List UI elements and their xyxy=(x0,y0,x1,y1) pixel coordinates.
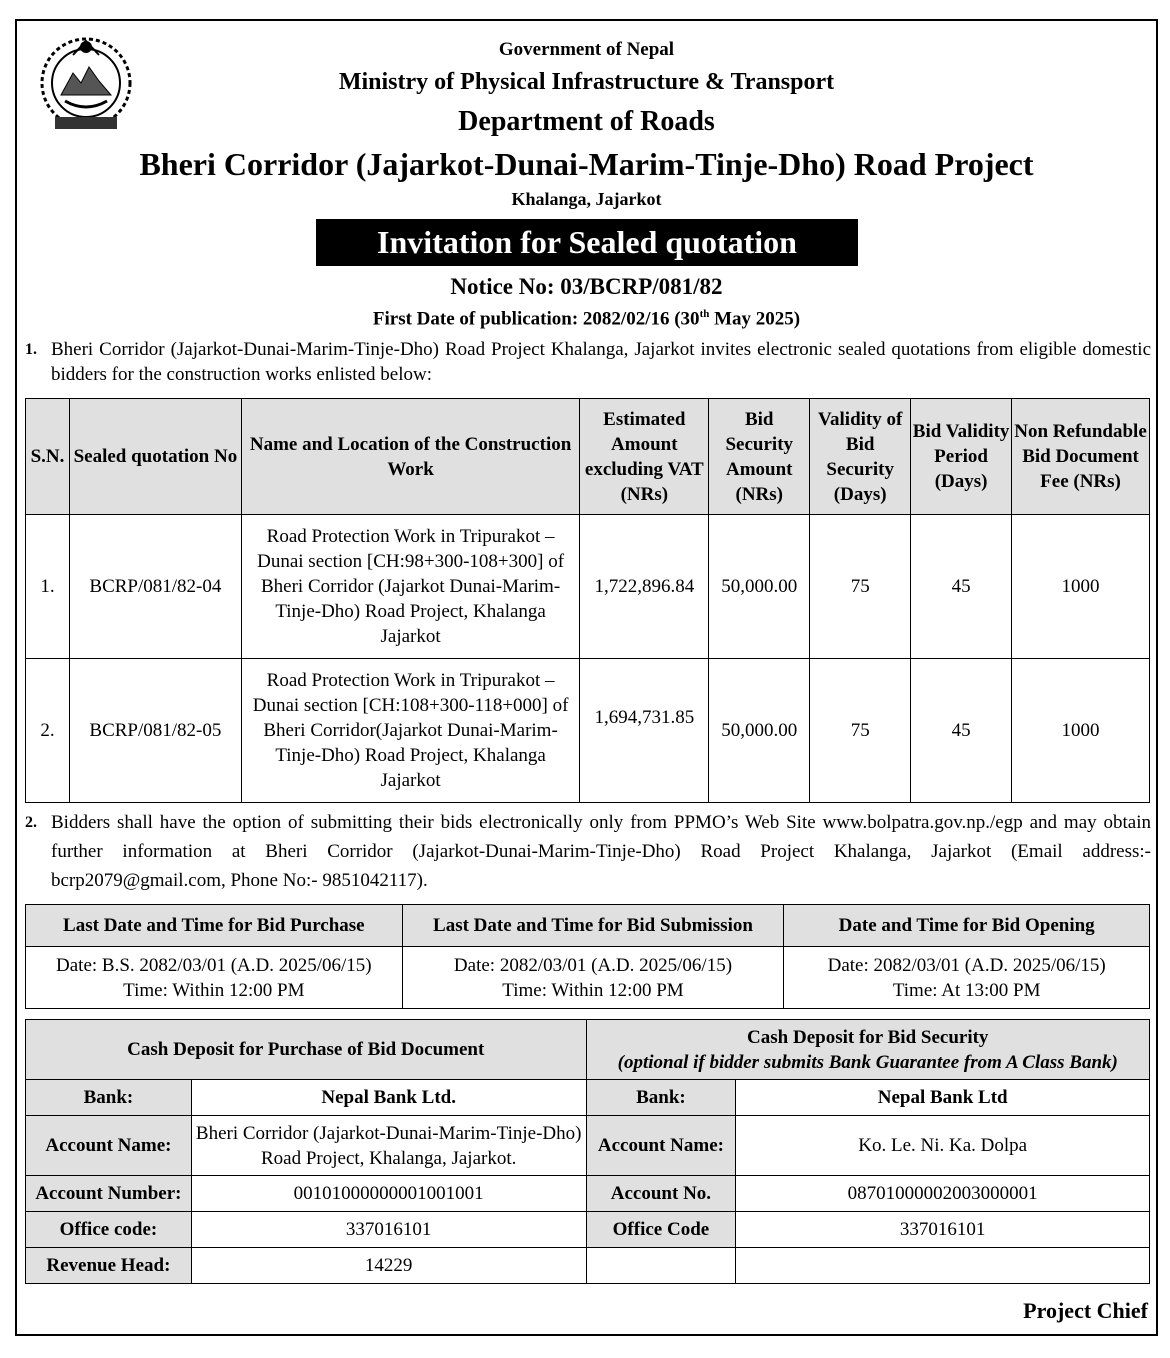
date-cell xyxy=(784,947,1150,1009)
time-text: Time: At 13:00 PM xyxy=(892,979,1041,1001)
cell-bid-validity: 45 xyxy=(911,659,1012,803)
label-cell: Account Name: xyxy=(586,1116,736,1176)
value-cell: 08701000002003000001 xyxy=(736,1176,1150,1212)
project-name: Bheri Corridor (Jajarkot-Dunai-Marim-Tinje-Dho) Road Project xyxy=(139,146,1034,182)
paragraph-2 xyxy=(25,808,1151,895)
table-row xyxy=(26,659,1150,803)
ministry-name: Ministry of Physical Infrastructure & Transport xyxy=(338,69,835,95)
column-header: Last Date and Time for Bid Purchase xyxy=(26,905,403,947)
table-row xyxy=(26,1212,1150,1248)
signatory: Project Chief xyxy=(1023,1298,1148,1323)
label-cell: Bank: xyxy=(586,1080,736,1116)
cell-document-fee: 1000 xyxy=(1012,659,1150,803)
cell-work-name: Road Protection Work in Tripurakot – Dunai section [CH:108+300-118+000] of Bheri Corridor(Jajarkot Dunai-Marim-Tinje-Dho) Road Project, Khalanga Jajarkot xyxy=(241,659,580,803)
left-title: Cash Deposit for Purchase of Bid Document xyxy=(26,1020,587,1080)
column-header: Estimated Amount excluding VAT (NRs) xyxy=(580,399,709,515)
table-header-row xyxy=(26,905,1150,947)
paragraph-number: 1. xyxy=(25,341,37,358)
label-cell: Office Code xyxy=(586,1212,736,1248)
column-header: S.N. xyxy=(26,399,70,515)
works-table xyxy=(25,398,1150,803)
empty-cell xyxy=(586,1248,736,1284)
notice-title: Invitation for Sealed quotation xyxy=(316,219,858,266)
project-location: Khalanga, Jajarkot xyxy=(511,189,662,209)
cell-sn: 1. xyxy=(26,515,70,659)
paragraph-1 xyxy=(25,337,1151,387)
column-header: Bid Security Amount (NRs) xyxy=(709,399,810,515)
cell-bid-validity: 45 xyxy=(911,515,1012,659)
government-name: Government of Nepal xyxy=(498,39,675,60)
cell-quotation-no: BCRP/081/82-05 xyxy=(69,659,241,803)
right-title-cell xyxy=(586,1020,1150,1080)
value-cell: 337016101 xyxy=(736,1212,1150,1248)
column-header: Bid Validity Period (Days) xyxy=(911,399,1012,515)
right-subtitle: (optional if bidder submits Bank Guarantee from A Class Bank) xyxy=(617,1051,1118,1073)
column-header: Non Refundable Bid Document Fee (NRs) xyxy=(1012,399,1150,515)
cell-quotation-no: BCRP/081/82-04 xyxy=(69,515,241,659)
column-header: Date and Time for Bid Opening xyxy=(784,905,1150,947)
date-cell xyxy=(26,947,403,1009)
department-name: Department of Roads xyxy=(458,106,715,137)
value-cell: Nepal Bank Ltd xyxy=(736,1080,1150,1116)
cell-security-validity: 75 xyxy=(810,515,911,659)
right-title: Cash Deposit for Bid Security xyxy=(747,1026,989,1048)
bank-header-row xyxy=(26,1020,1150,1080)
cell-document-fee: 1000 xyxy=(1012,515,1150,659)
column-header: Last Date and Time for Bid Submission xyxy=(402,905,784,947)
value-cell: 00101000000001001001 xyxy=(191,1176,586,1212)
notice-number: Notice No: 03/BCRP/081/82 xyxy=(450,274,723,299)
date-text: Date: 2082/03/01 (A.D. 2025/06/15) xyxy=(827,954,1106,976)
label-cell: Account No. xyxy=(586,1176,736,1212)
dates-table xyxy=(25,904,1150,1009)
table-row xyxy=(26,1080,1150,1116)
cell-bid-security: 50,000.00 xyxy=(709,659,810,803)
column-header: Sealed quotation No xyxy=(69,399,241,515)
label-cell: Revenue Head: xyxy=(26,1248,192,1284)
time-text: Time: Within 12:00 PM xyxy=(123,979,305,1001)
date-text: Date: 2082/03/01 (A.D. 2025/06/15) xyxy=(453,954,733,976)
value-cell: 14229 xyxy=(191,1248,586,1284)
notice-frame xyxy=(15,19,1158,1336)
bank-details-table xyxy=(25,1019,1150,1284)
cell-bid-security: 50,000.00 xyxy=(709,515,810,659)
label-cell: Account Number: xyxy=(26,1176,192,1212)
value-cell: Bheri Corridor (Jajarkot-Dunai-Marim-Tinje-Dho) Road Project, Khalanga, Jajarkot. xyxy=(191,1116,586,1176)
label-cell: Account Name: xyxy=(26,1116,192,1176)
paragraph-number: 2. xyxy=(25,814,37,831)
publication-date: First Date of publication: 2082/02/16 (30th May 2025) xyxy=(372,308,801,330)
cell-estimated-amount: 1,722,896.84 xyxy=(580,515,709,659)
table-row xyxy=(26,947,1150,1009)
paragraph-text: Bidders shall have the option of submitting their bids electronically only from PPMO’s Web Site www.bolpatra.gov.np./egp and may obtain further information at Bheri Corridor (Jajarkot-Dunai-Marim-Tinje-Dho) Road Project Khalanga, Jajarkot (Email address:-bcrp2079@gmail.com, Phone No:- 9851042117). xyxy=(51,812,1151,891)
table-row xyxy=(26,1248,1150,1284)
table-row xyxy=(26,515,1150,659)
table-header-row xyxy=(26,399,1150,515)
table-row xyxy=(26,1176,1150,1212)
label-cell: Bank: xyxy=(26,1080,192,1116)
column-header: Name and Location of the Construction Work xyxy=(241,399,580,515)
value-cell: Ko. Le. Ni. Ka. Dolpa xyxy=(736,1116,1150,1176)
cell-security-validity: 75 xyxy=(810,659,911,803)
paragraph-text: Bheri Corridor (Jajarkot-Dunai-Marim-Tinje-Dho) Road Project Khalanga, Jajarkot invites electronic sealed quotations from eligible domestic bidders for the construction works enlisted below: xyxy=(51,339,1151,385)
time-text: Time: Within 12:00 PM xyxy=(502,979,684,1001)
date-text: Date: B.S. 2082/03/01 (A.D. 2025/06/15) xyxy=(56,954,372,976)
empty-cell xyxy=(736,1248,1150,1284)
value-cell: Nepal Bank Ltd. xyxy=(191,1080,586,1116)
cell-sn: 2. xyxy=(26,659,70,803)
table-row xyxy=(26,1116,1150,1176)
cell-work-name: Road Protection Work in Tripurakot – Dunai section [CH:98+300-108+300] of Bheri Corridor (Jajarkot Dunai-Marim-Tinje-Dho) Road Project, Khalanga Jajarkot xyxy=(241,515,580,659)
value-cell: 337016101 xyxy=(191,1212,586,1248)
date-cell xyxy=(402,947,784,1009)
label-cell: Office code: xyxy=(26,1212,192,1248)
column-header: Validity of Bid Security (Days) xyxy=(810,399,911,515)
cell-estimated-amount: 1,694,731.85 xyxy=(580,659,709,803)
